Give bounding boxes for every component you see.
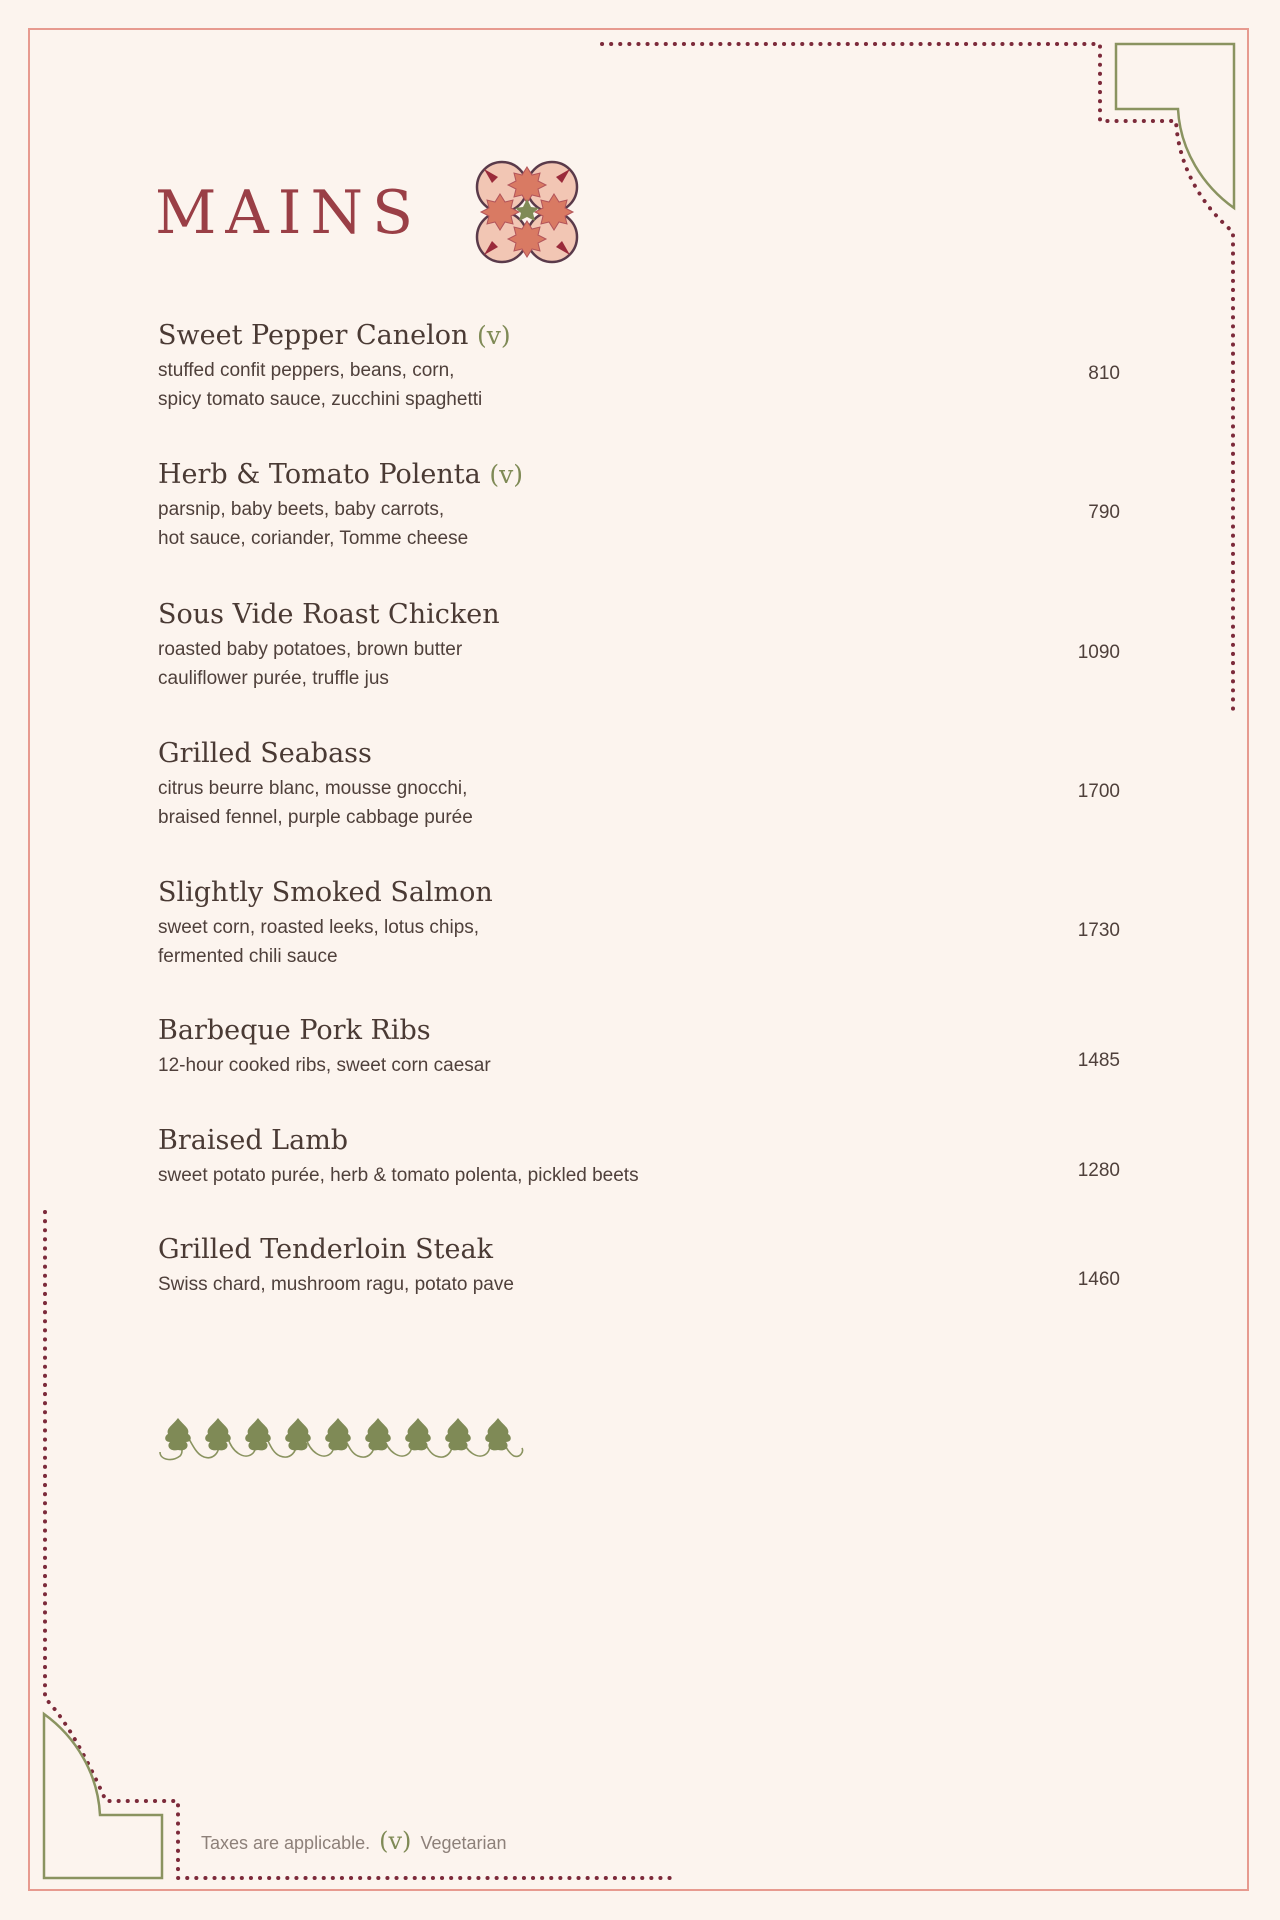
item-price: 1460 <box>1077 1269 1120 1290</box>
item-price: 1090 <box>1077 642 1120 663</box>
taxes-note: Taxes are applicable. <box>201 1833 371 1853</box>
veg-legend-symbol: (v) <box>379 1827 412 1855</box>
footnote <box>201 1827 507 1855</box>
item-price: 810 <box>1088 363 1120 384</box>
item-price: 1485 <box>1077 1050 1120 1071</box>
leaf-garland-icon <box>156 1412 526 1464</box>
item-description: Swiss chard, mushroom ragu, potato pave <box>158 1274 514 1295</box>
menu-item <box>158 1013 1120 1080</box>
item-name: Herb & Tomato Polenta (v) <box>158 459 523 490</box>
menu-item <box>158 597 1120 693</box>
item-name: Braised Lamb <box>158 1125 349 1156</box>
menu-item <box>158 1123 1120 1190</box>
menu-item <box>158 875 1120 971</box>
item-description: stuffed confit peppers, beans, corn, spicy tomato sauce, zucchini spaghetti <box>158 360 483 410</box>
item-description: roasted baby potatoes, brown butter cauliflower purée, truffle jus <box>158 639 463 689</box>
item-name: Sous Vide Roast Chicken <box>158 599 500 630</box>
menu-item <box>158 457 1120 553</box>
item-name: Sweet Pepper Canelon (v) <box>158 320 511 351</box>
item-description: 12-hour cooked ribs, sweet corn caesar <box>158 1055 491 1076</box>
veg-mark: (v) <box>489 460 523 489</box>
item-name: Grilled Tenderloin Steak <box>158 1234 493 1265</box>
menu-item <box>158 736 1120 832</box>
item-price: 1730 <box>1077 920 1120 941</box>
item-name: Barbeque Pork Ribs <box>158 1015 431 1046</box>
veg-legend-label: Vegetarian <box>420 1833 507 1853</box>
item-price: 790 <box>1088 502 1120 523</box>
item-price: 1280 <box>1077 1160 1120 1181</box>
item-name: Slightly Smoked Salmon <box>158 877 493 908</box>
item-description: sweet corn, roasted leeks, lotus chips, fermented chili sauce <box>158 917 480 967</box>
menu-item <box>158 318 1120 414</box>
item-name: Grilled Seabass <box>158 738 372 769</box>
menu-item <box>158 1232 1120 1299</box>
page-title: MAINS <box>155 178 423 248</box>
item-description: citrus beurre blanc, mousse gnocchi, braised fennel, purple cabbage purée <box>158 778 473 828</box>
floral-tile-icon <box>472 157 582 267</box>
veg-mark: (v) <box>476 321 511 350</box>
item-price: 1700 <box>1077 781 1120 802</box>
item-description: parsnip, baby beets, baby carrots, hot sauce, coriander, Tomme cheese <box>158 499 469 549</box>
item-description: sweet potato purée, herb & tomato polenta, pickled beets <box>158 1165 639 1186</box>
